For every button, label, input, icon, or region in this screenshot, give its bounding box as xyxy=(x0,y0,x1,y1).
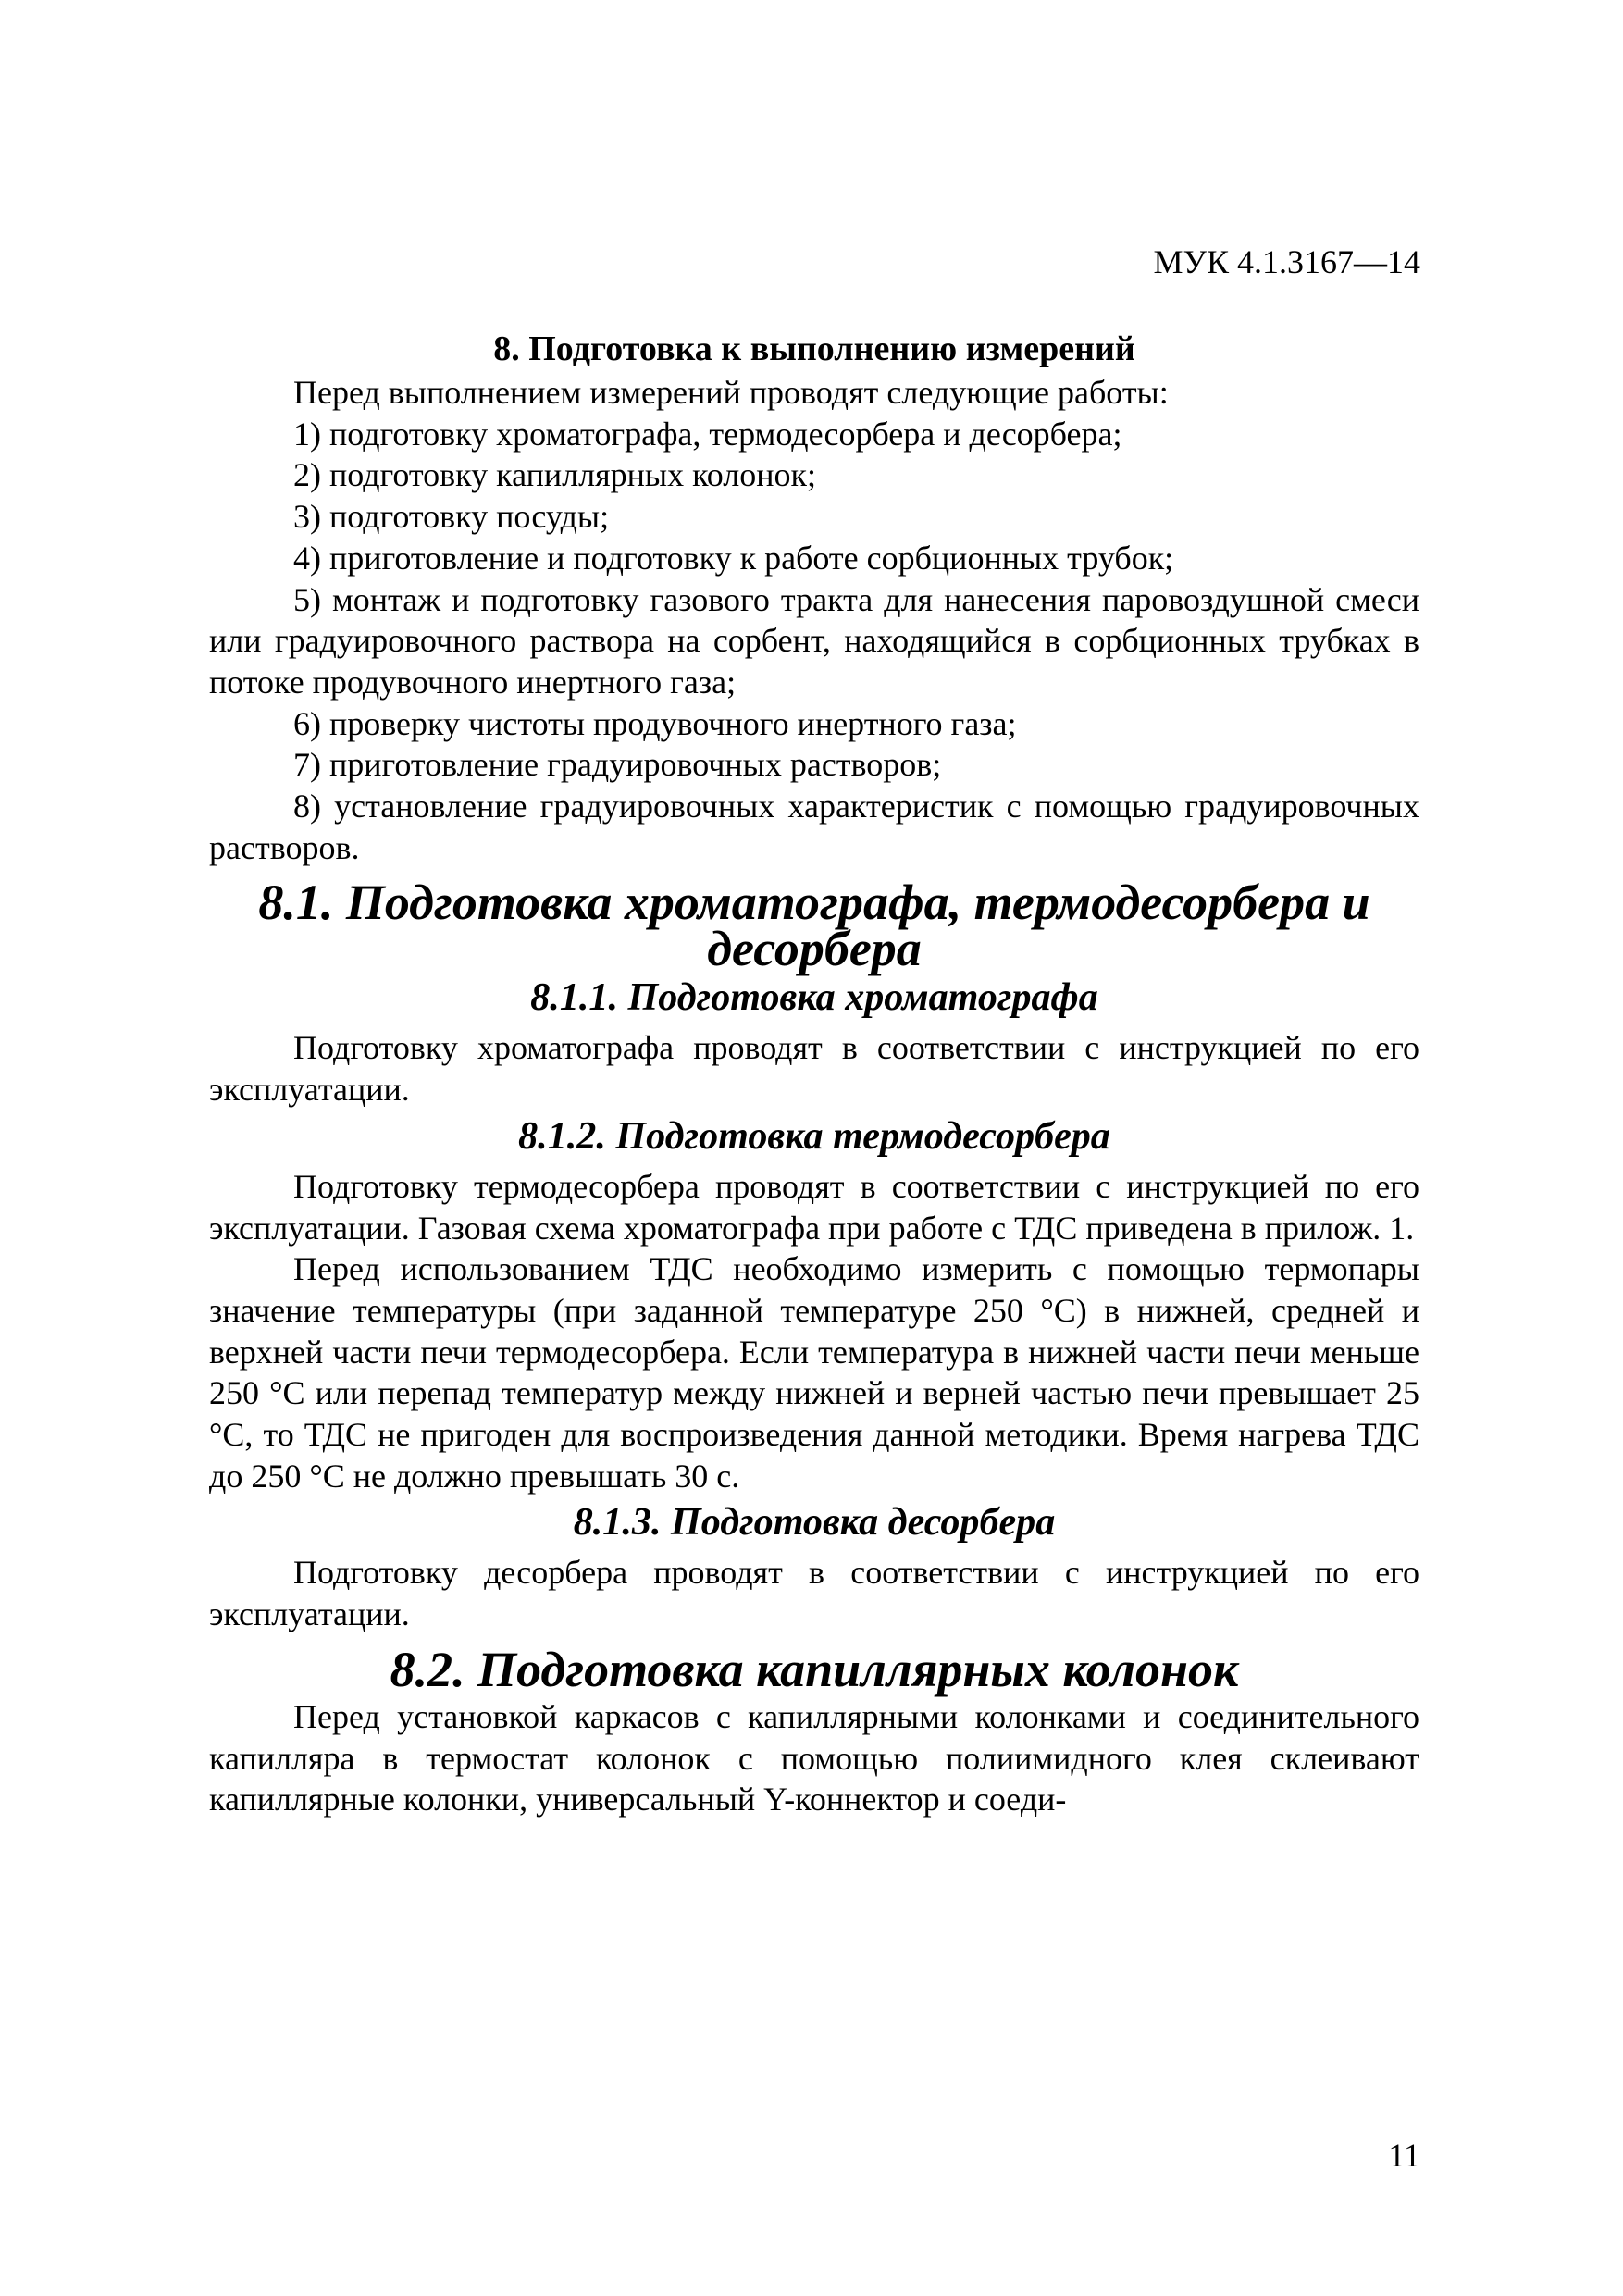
list-item: 4) приготовление и подготовку к работе сорбционных трубок; xyxy=(293,539,1174,577)
paragraph: Подготовку десорбера проводят в соответствии с инструкцией по его эксплуатации. xyxy=(209,1554,1419,1633)
list-item: 6) проверку чистоты продувочного инертного газа; xyxy=(293,704,1017,742)
list-item: 3) подготовку посуды; xyxy=(293,498,610,536)
document-code: МУК 4.1.3167—14 xyxy=(1153,243,1420,280)
subsection-title-8-1: 8.1. Подготовка хроматографа, термодесорбера и десорбера xyxy=(258,875,1370,977)
section-intro: Перед выполнением измерений проводят следующие работы: xyxy=(293,374,1169,411)
paragraph: Подготовку термодесорбера проводят в соответствии с инструкцией по его эксплуатации. Газовая схема хроматографа при работе с ТДС приведена в прилож. 1. xyxy=(209,1167,1419,1247)
list-item: 8) установление градуировочных характеристик с помощью градуировочных растворов. xyxy=(209,788,1419,866)
list-item: 5) монтаж и подготовку газового тракта для нанесения паровоздушной смеси или градуировочного раствора на сорбент, находящийся в сорбционных трубках в потоке продувочного инертного газа; xyxy=(209,580,1419,701)
subsection-title-8-1-3: 8.1.3. Подготовка десорбера xyxy=(573,1500,1056,1545)
subsection-title-8-1-2: 8.1.2. Подготовка термодесорбера xyxy=(518,1113,1110,1158)
paragraph: Перед использованием ТДС необходимо измерить с помощью термопары значение температуры (при заданной температуре 250 °С) в нижней, средней и верхней части печи термодесорбера. Если температура в нижней части печи меньше 250 °С или перепад температур между нижней и верней частью печи превышает 25 °С, то ТДС не пригоден для воспроизведения данной методики. Время нагрева ТДС до 250 °С не должно превышать 30 с. xyxy=(209,1250,1419,1495)
subsection-title-8-1-1: 8.1.1. Подготовка хроматографа xyxy=(530,975,1098,1020)
paragraph: Перед установкой каркасов с капиллярными колонками и соединительного капилляра в термостат колонок с помощью полиимидного клея склеивают капиллярные колонки, универсальный Y-коннектор и соеди- xyxy=(209,1697,1419,1818)
page-number: 11 xyxy=(1388,2137,1420,2174)
list-item: 7) приготовление градуировочных растворов; xyxy=(293,746,942,784)
section-title: 8. Подготовка к выполнению измерений xyxy=(493,329,1135,368)
list-item: 1) подготовку хроматографа, термодесорбера и десорбера; xyxy=(293,415,1122,453)
list-item: 2) подготовку капиллярных колонок; xyxy=(293,456,816,494)
page-content xyxy=(209,326,1419,1820)
paragraph: Подготовку хроматографа проводят в соответствии с инструкцией по его эксплуатации. xyxy=(209,1029,1419,1109)
subsection-title-8-2: 8.2. Подготовка капиллярных колонок xyxy=(390,1641,1239,1697)
